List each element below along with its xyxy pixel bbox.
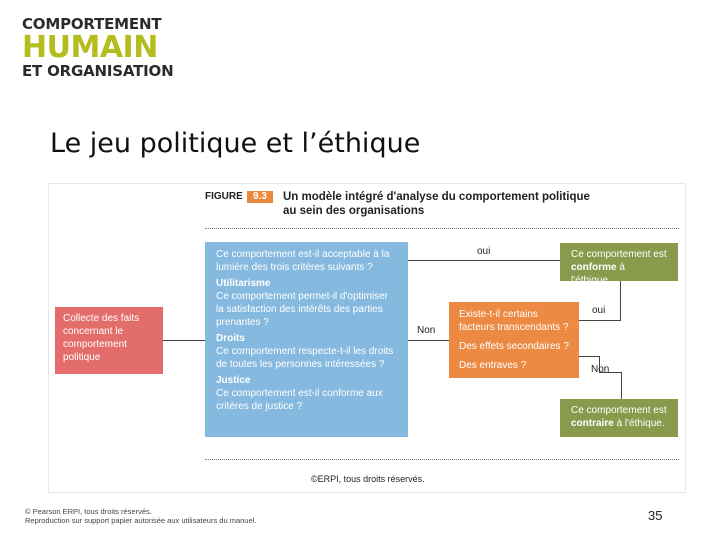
bottom-divider (205, 459, 679, 460)
droits-text: Ce comportement respecte-t-il les droits de toutes les personnes intéressées ? (216, 346, 394, 370)
facts-box: Collecte des faits concernant le comportement politique (55, 307, 163, 374)
line-non-right-v2 (621, 372, 622, 399)
footer-line-2: Reproduction sur support papier autorisée aux utilisateurs du manuel. (25, 516, 257, 525)
slide-title: Le jeu politique et l’éthique (50, 128, 421, 159)
conforme-bold: conforme (571, 262, 617, 273)
line-oui-right-v (620, 281, 621, 321)
figure-label: FIGURE (205, 191, 243, 202)
conforme-suffix: à l'éthique. (571, 262, 625, 286)
top-divider (205, 228, 679, 229)
conforme-prefix: Ce comportement est (571, 249, 667, 260)
contraire-prefix: Ce comportement est (571, 405, 667, 416)
droits-title: Droits (216, 333, 245, 344)
conforme-box (560, 243, 678, 286)
page-number: 35 (648, 508, 663, 523)
factors-box (449, 302, 579, 378)
utilitarisme-title: Utilitarisme (216, 278, 271, 289)
utilitarisme-text: Ce comportement permet-il d'optimiser la satisfaction des intérêts des parties prenantes ? (216, 291, 388, 328)
line-oui-top (408, 260, 560, 261)
figure-diagram (48, 183, 686, 493)
footer-line-1: © Pearson ERPI, tous droits réservés. (25, 507, 152, 516)
logo-line-1: COMPORTEMENT (22, 15, 162, 33)
label-oui-top: oui (477, 246, 491, 257)
label-oui-right: oui (592, 305, 606, 316)
logo-line-2: HUMAIN (22, 30, 158, 65)
criteria-question: Ce comportement est-il acceptable à la lumière des trois critères suivants ? (216, 249, 390, 273)
justice-title: Justice (216, 375, 251, 386)
factors-item-2: Des entraves ? (459, 360, 527, 371)
contraire-suffix: à l'éthique. (613, 418, 665, 429)
factors-item-1: Des effets secondaires ? (459, 341, 569, 352)
criteria-box (205, 242, 408, 437)
logo-line-3: ET ORGANISATION (22, 62, 174, 80)
contraire-bold: contraire (571, 418, 614, 429)
line-facts-to-criteria (163, 340, 205, 341)
footer (25, 507, 256, 525)
logo (22, 16, 182, 80)
figure-number: 9.3 (247, 191, 273, 203)
justice-text: Ce comportement est-il conforme aux critères de justice ? (216, 388, 383, 412)
figure-title: Un modèle intégré d'analyse du comportement politique au sein des organisations (283, 191, 590, 217)
label-non-right: Non (591, 364, 610, 375)
label-non-mid: Non (417, 325, 436, 336)
line-oui-right-h (579, 320, 621, 321)
factors-question: Existe-t-il certains facteurs transcendants ? (459, 309, 569, 333)
contraire-box (560, 399, 678, 437)
figure-copyright: ©ERPI, tous droits réservés. (311, 474, 425, 484)
line-non-mid (408, 340, 449, 341)
